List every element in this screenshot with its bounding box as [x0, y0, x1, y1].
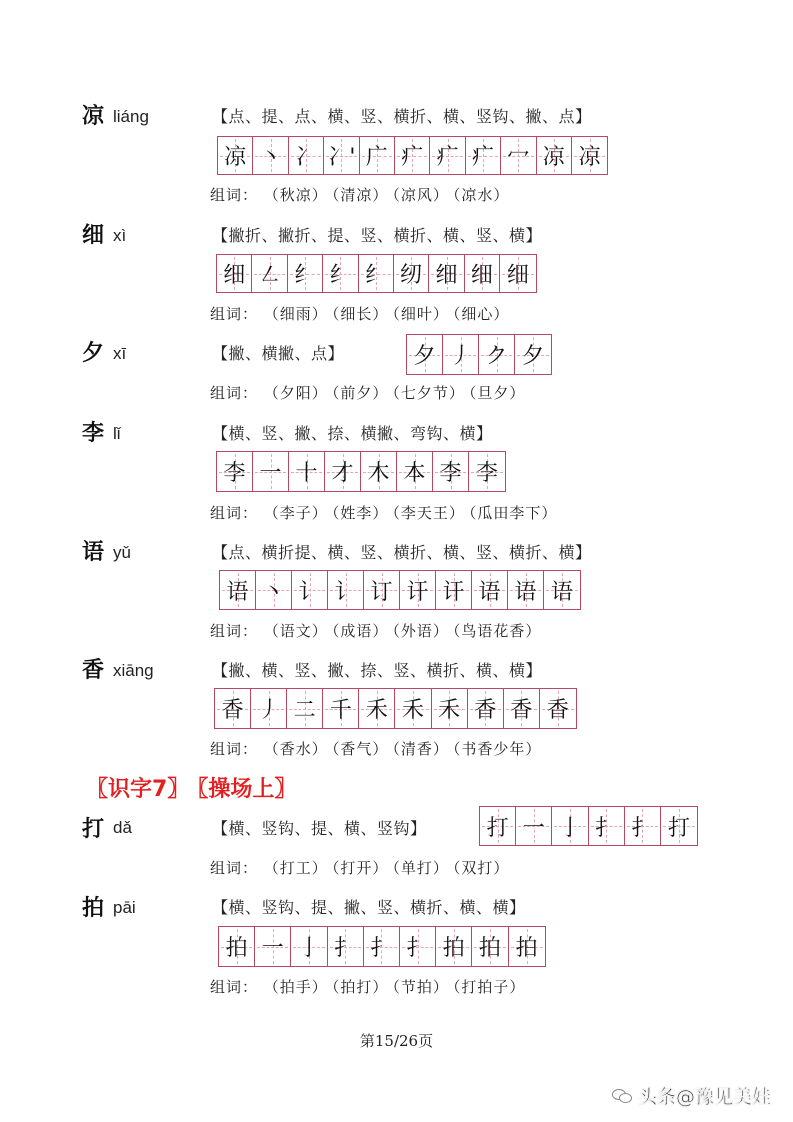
- word-list: [210, 857, 513, 879]
- pinyin: pāi: [113, 898, 136, 917]
- lesson-heading: [86, 776, 304, 804]
- grid-cell: 语: [544, 571, 580, 609]
- lesson-title: 〖操场上〗: [197, 777, 297, 802]
- grid-cell: 李: [433, 452, 469, 491]
- grid-cell: 凉: [537, 137, 572, 174]
- grid-cell: 丿: [443, 335, 479, 374]
- grid-cell: 疒: [395, 137, 430, 174]
- words-label: 组词：: [210, 186, 259, 204]
- grid-cell: 扌: [328, 927, 364, 966]
- pinyin: dǎ: [113, 818, 132, 837]
- grid-cell: 丶: [256, 571, 292, 609]
- grid-cell: 语: [508, 571, 544, 609]
- grid-cell: 禾: [395, 689, 431, 728]
- grid-cell: 凉: [572, 137, 607, 174]
- watermark-text: 头条@豫见美娃: [638, 1086, 772, 1108]
- stroke-grid: [219, 570, 581, 610]
- word: （瓜田李下）: [468, 504, 558, 522]
- word: （清香）: [392, 740, 449, 758]
- words-label: 组词：: [210, 978, 259, 996]
- stroke-grid: [218, 926, 546, 967]
- grid-cell: 一: [255, 927, 291, 966]
- pinyin: xī: [113, 344, 127, 363]
- words-label: 组词：: [210, 622, 259, 640]
- page-number: 第15/26页: [359, 1032, 434, 1050]
- grid-cell: 讦: [400, 571, 436, 609]
- words-label: 组词：: [210, 305, 259, 323]
- stroke-order: 【撇、横撇、点】: [212, 344, 345, 363]
- grid-cell: 细: [429, 255, 464, 292]
- grid-cell: 十: [289, 452, 325, 491]
- grid-cell: 李: [469, 452, 505, 491]
- head-character: 夕: [82, 341, 105, 366]
- grid-cell: 李: [217, 452, 253, 491]
- word: （节拍）: [392, 978, 449, 996]
- grid-cell: ク: [479, 335, 515, 374]
- word: （打开）: [331, 859, 389, 877]
- words-label: 组词：: [210, 384, 259, 402]
- head-character: 凉: [82, 104, 105, 129]
- grid-cell: 一: [253, 452, 289, 491]
- word: （李天王）: [392, 504, 465, 522]
- words-label: 组词：: [210, 859, 259, 877]
- stroke-grid: [479, 806, 698, 846]
- word: （香水）: [263, 740, 328, 758]
- word: （旦夕）: [468, 384, 526, 402]
- grid-cell: 订: [364, 571, 400, 609]
- stroke-order: 【撇、横、竖、撇、捺、竖、横折、横、横】: [212, 661, 543, 680]
- pinyin: lǐ: [113, 424, 121, 443]
- stroke-order: 【撇折、撇折、提、竖、横折、横、竖、横】: [212, 226, 543, 245]
- stroke-grid: [406, 334, 552, 375]
- word: （凉水）: [452, 186, 510, 204]
- word: （细雨）: [263, 305, 328, 323]
- word: （打拍子）: [452, 978, 526, 996]
- word: （拍打）: [331, 978, 389, 996]
- word: （清凉）: [331, 186, 389, 204]
- head-character: 打: [82, 817, 105, 842]
- grid-cell: 香: [504, 689, 540, 728]
- grid-cell: 香: [540, 689, 576, 728]
- word-list: [210, 382, 529, 404]
- word: （单打）: [392, 859, 449, 877]
- word-list: [210, 738, 545, 760]
- pinyin: liáng: [113, 107, 149, 126]
- grid-cell: ㇜: [252, 255, 287, 292]
- grid-cell: 夕: [515, 335, 551, 374]
- head-character: 香: [82, 658, 105, 683]
- words-label: 组词：: [210, 504, 259, 522]
- grid-cell: 亅: [552, 807, 588, 845]
- pinyin: xiāng: [113, 661, 154, 680]
- stroke-grid: [214, 688, 577, 729]
- lesson-number: 〖识字7〗: [86, 777, 190, 802]
- word: （语文）: [263, 622, 328, 640]
- word-list: [210, 976, 529, 998]
- grid-cell: 打: [661, 807, 697, 845]
- grid-cell: 扌: [400, 927, 436, 966]
- watermark: [612, 1082, 771, 1109]
- grid-cell: 拍: [219, 927, 255, 966]
- grid-cell: 细: [217, 255, 252, 292]
- grid-cell: 千: [323, 689, 359, 728]
- stroke-grid: [216, 451, 506, 492]
- word: （书香少年）: [452, 740, 542, 758]
- stroke-order: 【横、竖钩、提、撇、竖、横折、横、横】: [212, 898, 526, 917]
- grid-cell: 冫': [324, 137, 359, 174]
- grid-cell: 一: [516, 807, 552, 845]
- word: （细叶）: [392, 305, 449, 323]
- grid-cell: 夕: [407, 335, 443, 374]
- head-character: 李: [82, 421, 105, 446]
- word: （凉风）: [392, 186, 449, 204]
- grid-cell: 讦: [436, 571, 472, 609]
- grid-cell: 木: [361, 452, 397, 491]
- grid-cell: 语: [472, 571, 508, 609]
- word: （香气）: [331, 740, 389, 758]
- grid-cell: 禾: [432, 689, 468, 728]
- stroke-grid: [217, 136, 608, 175]
- grid-cell: 疒: [466, 137, 501, 174]
- grid-cell: 亅: [291, 927, 327, 966]
- stroke-order: 【点、横折提、横、竖、横折、横、竖、横折、横】: [212, 543, 592, 562]
- grid-cell: 香: [468, 689, 504, 728]
- grid-cell: 凉: [218, 137, 253, 174]
- word: （李子）: [263, 504, 328, 522]
- grid-cell: 纟: [288, 255, 323, 292]
- stroke-order: 【点、提、点、横、竖、横折、横、竖钩、撇、点】: [212, 107, 592, 126]
- grid-cell: 丶: [253, 137, 288, 174]
- word: （成语）: [331, 622, 389, 640]
- grid-cell: 本: [397, 452, 433, 491]
- grid-cell: 冫: [289, 137, 324, 174]
- word: （鸟语花香）: [452, 622, 542, 640]
- words-label: 组词：: [210, 740, 259, 758]
- pinyin: xì: [113, 226, 127, 245]
- head-character: 语: [82, 540, 105, 565]
- word: （双打）: [452, 859, 510, 877]
- grid-cell: 丿: [251, 689, 287, 728]
- word: （细心）: [452, 305, 510, 323]
- word: （细长）: [331, 305, 389, 323]
- grid-cell: 广: [360, 137, 395, 174]
- grid-cell: 纟: [359, 255, 394, 292]
- word: （七夕节）: [392, 384, 465, 402]
- stroke-order: 【横、竖、撇、捺、横撇、弯钩、横】: [212, 424, 493, 443]
- head-character: 拍: [82, 896, 105, 921]
- word: （夕阳）: [263, 384, 328, 402]
- stroke-grid: [216, 254, 537, 293]
- grid-cell: 细: [465, 255, 500, 292]
- word: （姓李）: [331, 504, 389, 522]
- grid-cell: 才: [325, 452, 361, 491]
- head-character: 细: [82, 223, 105, 248]
- grid-cell: 打: [480, 807, 516, 845]
- grid-cell: 疒: [430, 137, 465, 174]
- grid-cell: 语: [220, 571, 256, 609]
- grid-cell: 禾: [359, 689, 395, 728]
- grid-cell: 拍: [509, 927, 545, 966]
- word-list: [210, 620, 545, 642]
- grid-cell: 冖: [501, 137, 536, 174]
- grid-cell: 纫: [394, 255, 429, 292]
- word: （打工）: [263, 859, 328, 877]
- grid-cell: 细: [500, 255, 535, 292]
- stroke-order: 【横、竖钩、提、横、竖钩】: [212, 819, 427, 838]
- grid-cell: 拍: [436, 927, 472, 966]
- grid-cell: 拍: [472, 927, 508, 966]
- word-list: [210, 303, 513, 325]
- word: （拍手）: [263, 978, 328, 996]
- grid-cell: 二: [287, 689, 323, 728]
- grid-cell: 讠: [292, 571, 328, 609]
- wechat-icon: [612, 1089, 632, 1103]
- word: （外语）: [392, 622, 449, 640]
- grid-cell: 扌: [364, 927, 400, 966]
- grid-cell: 香: [215, 689, 251, 728]
- word: （前夕）: [331, 384, 389, 402]
- word: （秋凉）: [263, 186, 328, 204]
- word-list: [210, 502, 561, 524]
- pinyin: yǔ: [113, 543, 131, 562]
- grid-cell: 纟: [323, 255, 358, 292]
- grid-cell: 讠: [328, 571, 364, 609]
- word-list: [210, 184, 513, 206]
- grid-cell: 扌: [625, 807, 661, 845]
- grid-cell: 扌: [589, 807, 625, 845]
